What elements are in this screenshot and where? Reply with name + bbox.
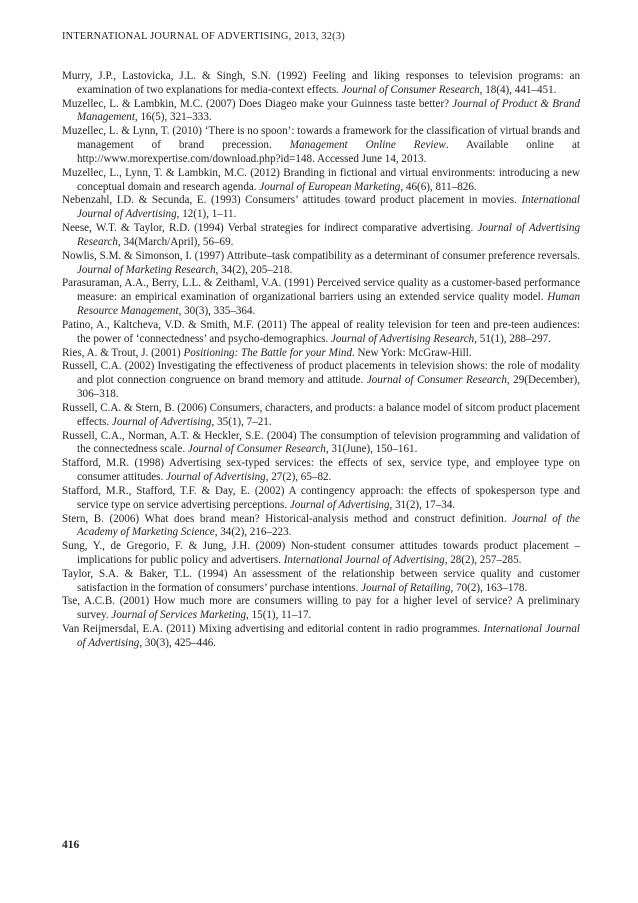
reference-item [62,125,580,166]
reference-details: , 51(1), 288–297. [474,332,551,345]
reference-details: , 34(March/April), 56–69. [117,235,234,248]
reference-details: , 35(1), 7–21. [211,415,272,428]
reference-text: Ries, A. & Trout, J. (2001) [62,346,184,359]
reference-details: , 30(3), 335–364. [178,305,256,318]
reference-journal: Positioning: The Battle for your Mind [183,346,352,359]
reference-details: , 70(2), 163–178. [450,581,528,594]
reference-text: Nebenzahl, I.D. & Secunda, E. (1993) Consumers’ attitudes toward product placement in movies. [62,194,522,207]
reference-text: Stern, B. (2006) What does brand mean? Historical-analysis method and construct definition. [62,512,513,525]
reference-journal: Journal of Marketing Research [77,263,216,276]
reference-text: Patino, A., Kaltcheva, V.D. & Smith, M.F. (2011) The appeal of reality television for teen and pre-teen audiences: the power of ‘connectedness’ and psycho-demographics. [62,318,580,345]
reference-journal: International Journal of Advertising [77,194,580,221]
reference-text: Neese, W.T. & Taylor, R.D. (1994) Verbal strategies for indirect comparative advertising. [62,222,478,235]
reference-details: , 12(1), 1–11. [176,208,237,221]
reference-text: Russell, C.A. (2002) Investigating the effectiveness of product placements in television shows: the role of modality and plot connection congruence on brand memory and attitude. [62,360,580,387]
reference-journal: Journal of Consumer Research [187,443,326,456]
reference-text: Stafford, M.R. (1998) Advertising sex-typed services: the effects of sex, service type, and employee type on consumer attitudes. [62,457,580,484]
reference-text: Tse, A.C.B. (2001) How much more are consumers willing to pay for a higher level of service? A preliminary survey. [62,595,580,622]
reference-journal: Management Online Review [289,139,446,152]
reference-item [62,457,580,485]
reference-details: , 34(2), 205–218. [215,263,293,276]
reference-item [62,194,580,222]
reference-journal: Journal of the Academy of Marketing Science [77,512,580,539]
reference-details: . Available online at http://www.morexpertise.com/download.php?id=148. Accessed June 14, 2013. [77,139,580,165]
reference-details: , 16(5), 321–333. [134,111,212,124]
reference-text: Russell, C.A. & Stern, B. (2006) Consumers, characters, and products: a balance model of sitcom product placement effects. [62,401,580,428]
reference-text: Taylor, S.A. & Baker, T.L. (1994) An assessment of the relationship between service quality and customer satisfaction in the formation of consumers’ purchase intentions. [62,567,580,594]
reference-journal: Journal of Consumer Research [366,374,507,387]
reference-journal: International Journal of Advertising [77,623,580,649]
reference-item [62,623,580,651]
reference-details: , 29(December), 306–318. [77,374,580,401]
reference-text: Russell, C.A., Norman, A.T. & Heckler, S.E. (2004) The consumption of television programming and validation of the connectedness scale. [62,429,580,456]
reference-item [62,98,580,126]
running-head: INTERNATIONAL JOURNAL OF ADVERTISING, 2013, 32(3) [62,31,345,42]
reference-item [62,319,580,347]
reference-item [62,222,580,250]
reference-item [62,167,580,195]
reference-text: Muzellec, L. & Lynn, T. (2010) ‘There is no spoon’: towards a framework for the classification of virtual brands and management of brand precession. [62,125,580,152]
reference-details: , 18(4), 441–451. [479,83,557,96]
reference-item [62,485,580,513]
reference-text: Nowlis, S.M. & Simonson, I. (1997) Attribute–task compatibility as a determinant of consumer preference reversals. [62,249,580,262]
reference-item [62,540,580,568]
reference-item [62,430,580,458]
reference-journal: Journal of Advertising Research [330,332,475,345]
reference-details: , 28(2), 257–285. [444,553,522,566]
reference-item [62,402,580,430]
reference-journal: Journal of European Marketing [259,180,401,193]
reference-text: Sung, Y., de Gregorio, F. & Jung, J.H. (2009) Non-student consumer attitudes towards product placement – implications for public policy and advertisers. [62,540,580,566]
reference-details: . New York: McGraw-Hill. [352,346,472,359]
reference-details: , 31(June), 150–161. [325,443,418,456]
reference-details: , 15(1), 11–17. [246,609,312,622]
reference-item [62,360,580,401]
reference-details: , 31(2), 17–34. [389,498,456,511]
reference-item [62,513,580,541]
reference-journal: Journal of Product & Brand Management [77,97,580,124]
reference-item [62,347,580,361]
reference-text: Stafford, M.R., Stafford, T.F. & Day, E. (2002) A contingency approach: the effects of spokesperson type and service type on service advertising perceptions. [62,484,580,511]
reference-journal: International Journal of Advertising [283,553,445,566]
reference-journal: Journal of Advertising Research [77,222,580,248]
reference-text: Murry, J.P., Lastovicka, J.L. & Singh, S.N. (1992) Feeling and liking responses to television programs: an examination of two explanations for media-context effects. [62,70,580,96]
reference-text: Muzellec, L. & Lambkin, M.C. (2007) Does Diageo make your Guinness taste better? [62,97,453,110]
reference-details: , 46(6), 811–826. [400,180,477,193]
reference-item [62,595,580,623]
reference-item [62,70,580,98]
reference-text: Muzellec, L., Lynn, T. & Lambkin, M.C. (2012) Branding in fictional and virtual environments: introducing a new conceptual domain and research agenda. [62,166,580,193]
reference-journal: Human Resource Management [77,291,580,318]
reference-details: , 27(2), 65–82. [265,471,332,484]
reference-text: Parasuraman, A.A., Berry, L.L. & Zeithaml, V.A. (1991) Perceived service quality as a customer-based performance measure: an empirical examination of organizational barriers using an extended service quality model. [62,277,580,304]
reference-details: , 34(2), 216–223. [214,526,292,539]
reference-item [62,277,580,318]
page-number: 416 [62,839,80,851]
reference-journal: Journal of Services Marketing [111,609,247,622]
reference-journal: Journal of Retailing [361,581,451,594]
reference-journal: Journal of Advertising [289,498,390,511]
reference-journal: Journal of Advertising [111,415,212,428]
reference-journal: Journal of Advertising [166,471,266,484]
reference-item [62,568,580,596]
reference-list [62,70,580,651]
reference-item [62,250,580,278]
reference-journal: Journal of Consumer Research [341,83,480,96]
reference-text: Van Reijmersdal, E.A. (2011) Mixing advertising and editorial content in radio programmes. [62,623,484,636]
reference-details: , 30(3), 425–446. [139,636,217,649]
